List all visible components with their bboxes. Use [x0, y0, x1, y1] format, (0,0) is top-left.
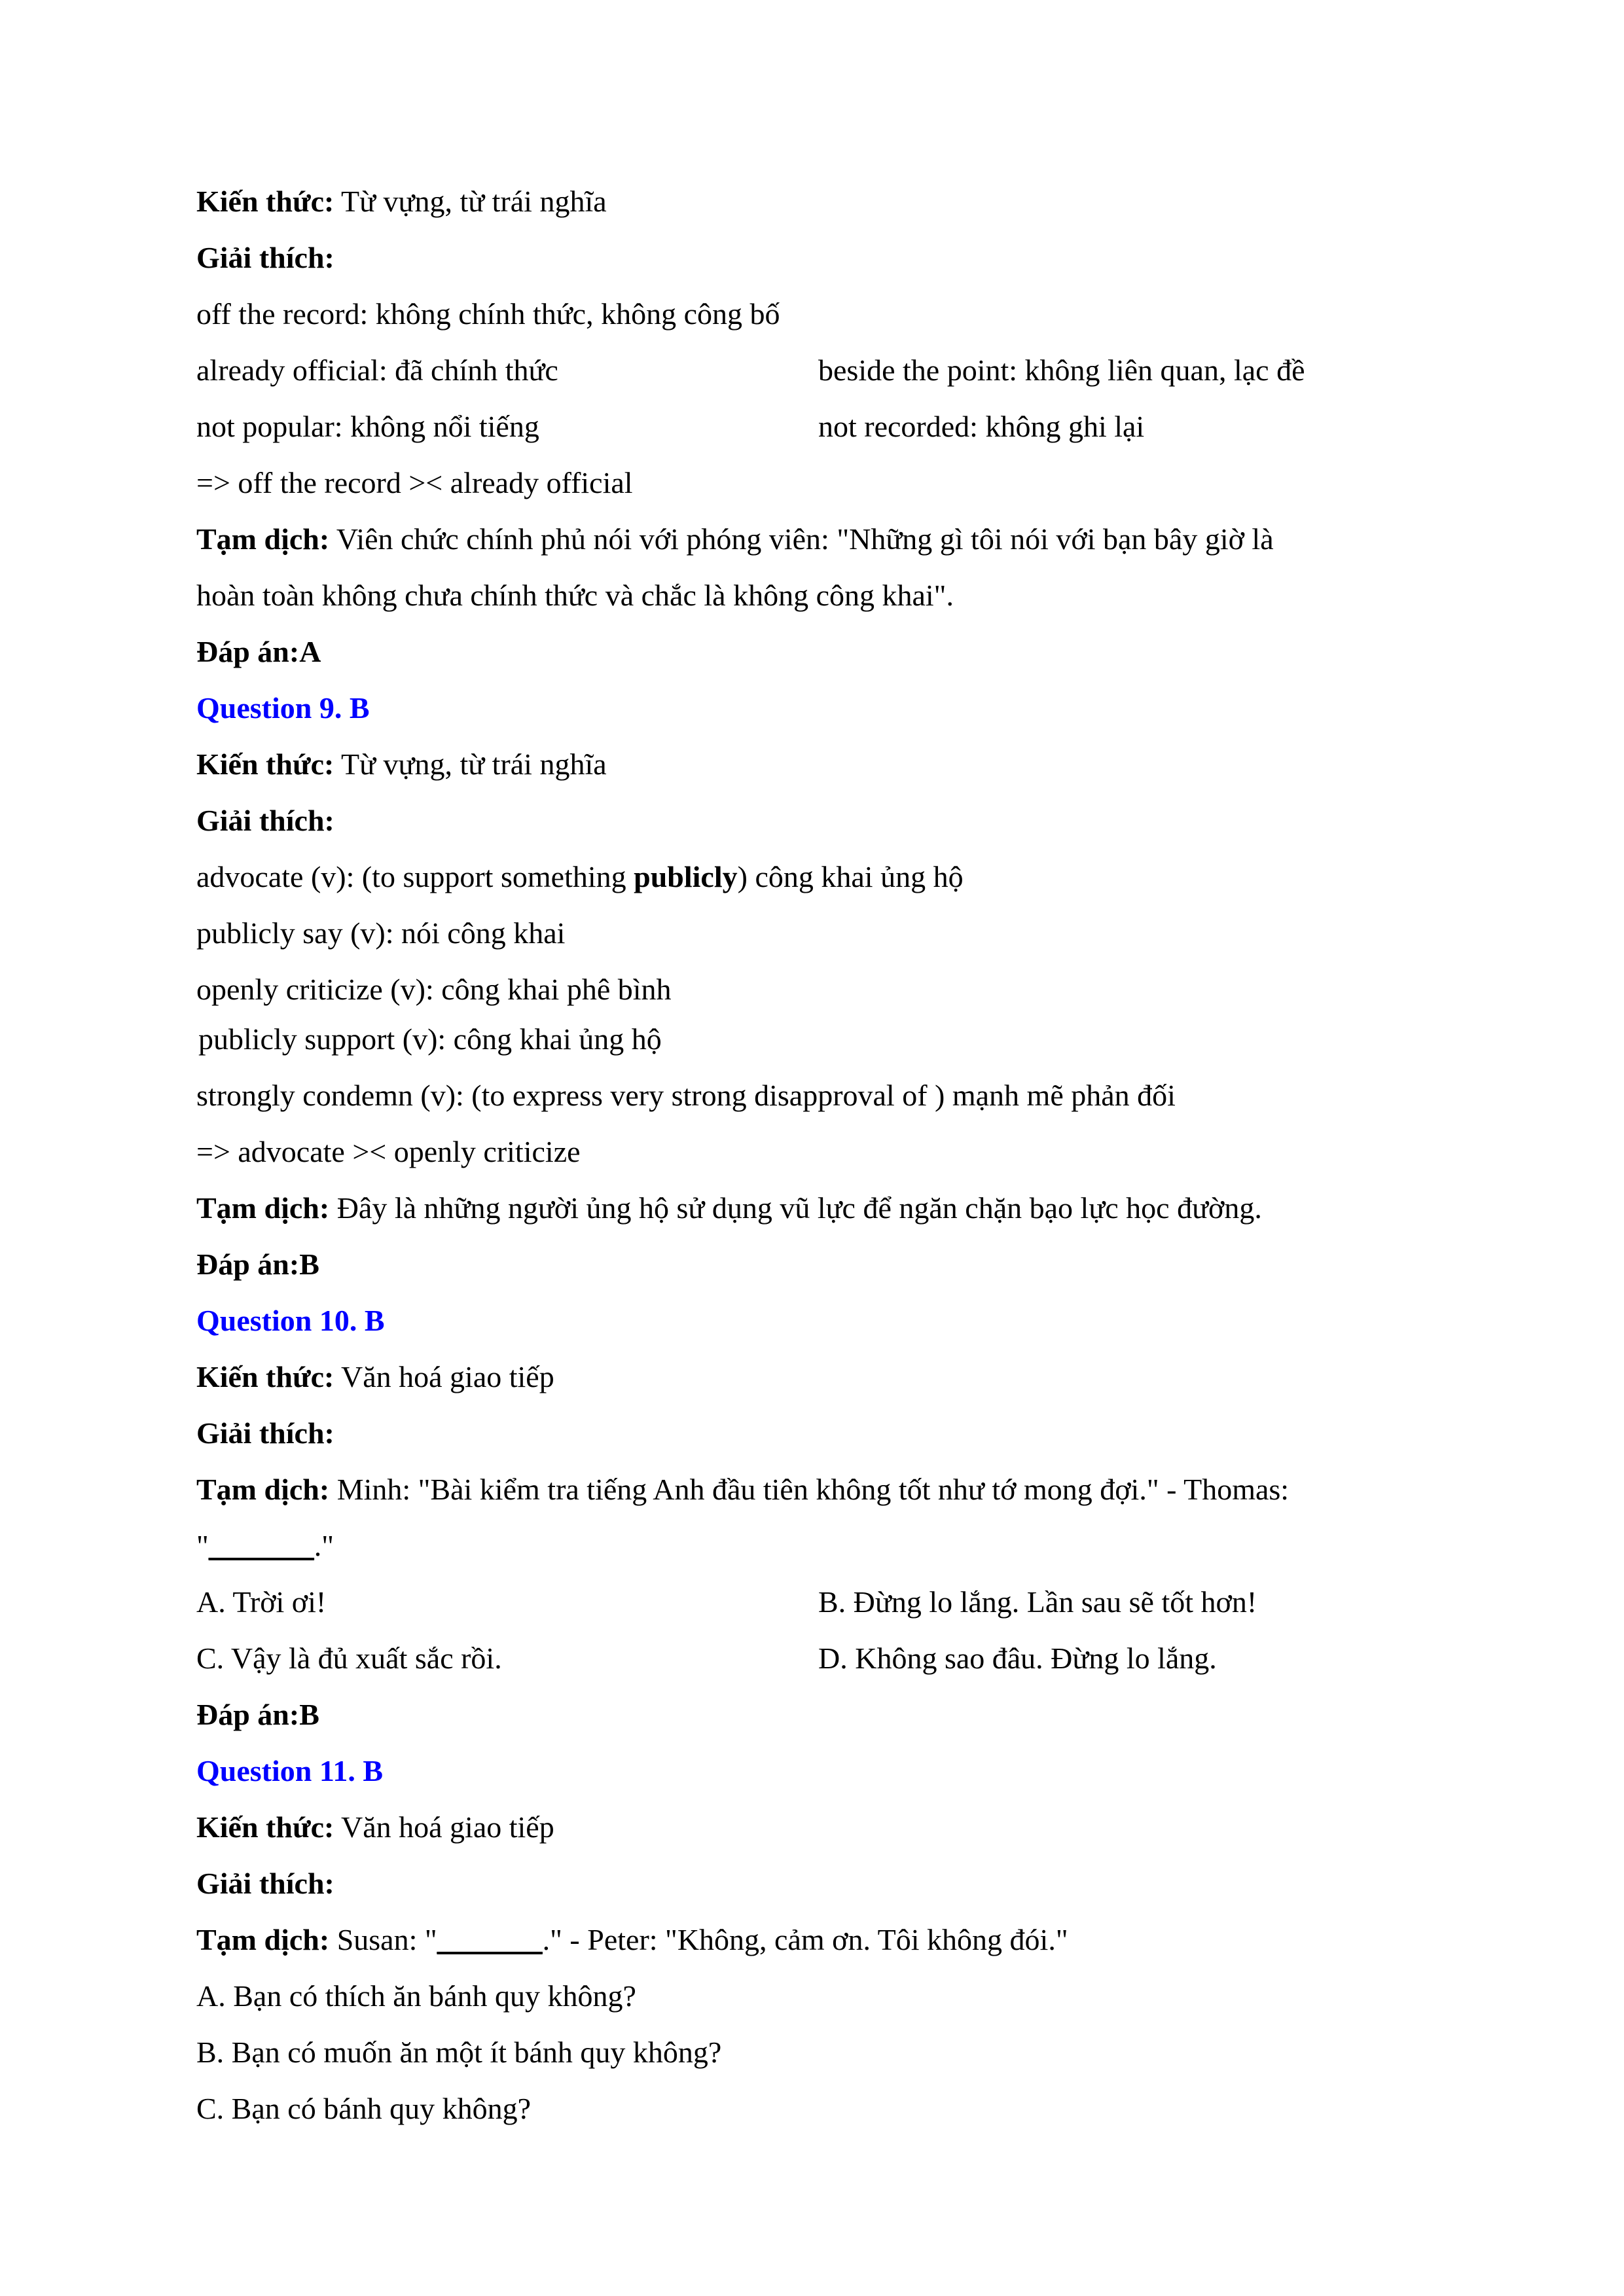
- kienthuc-label: Kiến thức:: [196, 185, 334, 218]
- option-row: [196, 351, 1305, 390]
- tamdich-text: Đây là những người ủng hộ sử dụng vũ lực để ngăn chặn bạo lực học đường.: [329, 1191, 1262, 1225]
- option-c-text: not popular: không nổi tiếng: [196, 410, 539, 443]
- quote-open: ": [196, 1529, 209, 1562]
- option-row: [196, 1583, 1257, 1622]
- explanation-line: off the record: không chính thức, không công bố: [196, 297, 780, 331]
- tamdich-text: Minh: "Bài kiểm tra tiếng Anh đầu tiên không tốt như tớ mong đợi." - Thomas:: [329, 1473, 1290, 1506]
- kienthuc-value: Văn hoá giao tiếp: [334, 1360, 554, 1393]
- option-row: [196, 407, 1145, 446]
- tamdich-text: Susan: ": [329, 1923, 437, 1956]
- giaithich-label: Giải thích:: [196, 241, 334, 274]
- explanation-line: openly criticize (v): công khai phê bình: [196, 973, 672, 1006]
- explanation-line: strongly condemn (v): (to express very strong disapproval of ) mạnh mẽ phản đối: [196, 1079, 1176, 1112]
- tamdich-line: [196, 520, 1274, 559]
- question-10-title: Question 10. B: [196, 1304, 385, 1337]
- option-row: [196, 1639, 1217, 1678]
- kienthuc-value: Từ vựng, từ trái nghĩa: [334, 747, 607, 781]
- tamdich-line: [196, 1920, 1068, 1960]
- giaithich-label: Giải thích:: [196, 1416, 334, 1450]
- tamdich-label: Tạm dịch:: [196, 522, 330, 556]
- explanation-text: advocate (v): (to support something: [196, 860, 634, 893]
- tamdich-text: ." - Peter: "Không, cảm ơn. Tôi không đói.": [542, 1923, 1068, 1956]
- tamdich-label: Tạm dịch:: [196, 1473, 330, 1506]
- option-b-text: B. Đừng lo lắng. Lần sau sẽ tốt hơn!: [818, 1585, 1257, 1619]
- answer-blank: _______: [437, 1923, 543, 1956]
- option-b-text: B. Bạn có muốn ăn một ít bánh quy không?: [196, 2036, 722, 2069]
- explanation-line: [196, 857, 964, 897]
- tamdich-continuation: hoàn toàn không chưa chính thức và chắc là không công khai".: [196, 579, 954, 612]
- option-a-text: A. Trời ơi!: [196, 1585, 327, 1619]
- option-b-text: beside the point: không liên quan, lạc đề: [818, 353, 1305, 387]
- explanation-text: ) công khai ủng hộ: [737, 860, 964, 893]
- kienthuc-value: Từ vựng, từ trái nghĩa: [334, 185, 607, 218]
- kienthuc-label: Kiến thức:: [196, 1810, 334, 1844]
- question-11-title: Question 11. B: [196, 1754, 384, 1787]
- answer-blank: _______: [208, 1529, 314, 1562]
- quote-close: .": [314, 1529, 334, 1562]
- explanation-bold: publicly: [634, 860, 738, 893]
- kienthuc-line: [196, 1357, 554, 1397]
- kienthuc-line: [196, 182, 607, 221]
- option-a-text: already official: đã chính thức: [196, 353, 558, 387]
- blank-line: [196, 1526, 334, 1566]
- tamdich-line: [196, 1189, 1262, 1228]
- tamdich-line: [196, 1470, 1289, 1509]
- kienthuc-label: Kiến thức:: [196, 747, 334, 781]
- tamdich-label: Tạm dịch:: [196, 1191, 330, 1225]
- antonym-arrow-line: => advocate >< openly criticize: [196, 1135, 581, 1168]
- option-d-text: not recorded: không ghi lại: [818, 410, 1145, 443]
- giaithich-label: Giải thích:: [196, 1867, 334, 1900]
- kienthuc-label: Kiến thức:: [196, 1360, 334, 1393]
- answer-line: Đáp án:B: [196, 1698, 319, 1731]
- question-9-title: Question 9. B: [196, 691, 370, 725]
- option-c-text: C. Bạn có bánh quy không?: [196, 2092, 532, 2125]
- giaithich-label: Giải thích:: [196, 804, 334, 837]
- kienthuc-value: Văn hoá giao tiếp: [334, 1810, 554, 1844]
- answer-line: Đáp án:A: [196, 635, 321, 668]
- antonym-arrow-line: => off the record >< already official: [196, 466, 633, 499]
- tamdich-text: Viên chức chính phủ nói với phóng viên: "Những gì tôi nói với bạn bây giờ là: [329, 522, 1274, 556]
- answer-line: Đáp án:B: [196, 1247, 319, 1281]
- explanation-line: publicly support (v): công khai ủng hộ: [198, 1022, 662, 1056]
- tamdich-label: Tạm dịch:: [196, 1923, 330, 1956]
- option-d-text: D. Không sao đâu. Đừng lo lắng.: [818, 1641, 1217, 1675]
- explanation-line: publicly say (v): nói công khai: [196, 916, 566, 950]
- option-a-text: A. Bạn có thích ăn bánh quy không?: [196, 1979, 636, 2013]
- option-c-text: C. Vậy là đủ xuất sắc rồi.: [196, 1641, 502, 1675]
- kienthuc-line: [196, 1808, 554, 1847]
- kienthuc-line: [196, 745, 607, 784]
